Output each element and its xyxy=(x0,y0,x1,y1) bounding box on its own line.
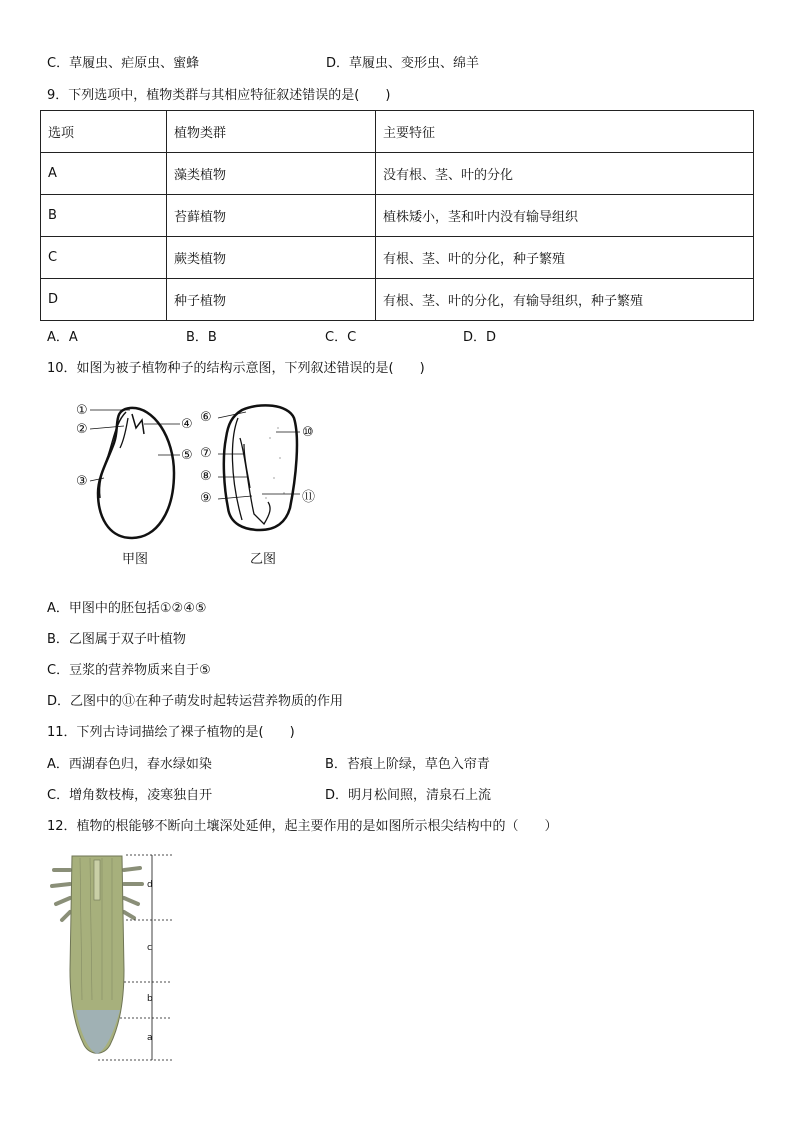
label-11: ⑪ xyxy=(302,490,316,505)
table-row xyxy=(41,237,754,279)
label-8: ⑧ xyxy=(200,469,212,484)
root-label-b: b xyxy=(147,994,153,1004)
label-1: ① xyxy=(76,403,88,418)
label-2: ② xyxy=(76,422,88,437)
q8-option-c: C．草履虫、疟原虫、蜜蜂 xyxy=(47,56,200,71)
bean-seed-figure xyxy=(68,398,198,548)
q12-stem: 12．植物的根能够不断向土壤深处延伸，起主要作用的是如图所示根尖结构中的（ ） xyxy=(47,819,558,834)
table-row xyxy=(41,153,754,195)
label-6: ⑥ xyxy=(200,410,212,425)
q9-table xyxy=(40,110,754,321)
label-3: ③ xyxy=(76,474,88,489)
table-cell: 种子植物 xyxy=(167,279,376,321)
table-header-row xyxy=(41,111,754,153)
q10-option-d: D．乙图中的⑪在种子萌发时起转运营养物质的作用 xyxy=(47,694,344,709)
table-header-cell: 植物类群 xyxy=(167,111,376,153)
root-label-c: c xyxy=(147,943,152,953)
table-cell: 有根、茎、叶的分化，种子繁殖 xyxy=(376,237,754,279)
q10-option-a: A．甲图中的胚包括①②④⑤ xyxy=(47,601,207,616)
q11-option-d: D．明月松间照，清泉石上流 xyxy=(325,788,492,803)
table-cell: 藻类植物 xyxy=(167,153,376,195)
q9-option-b: B．B xyxy=(186,330,217,345)
table-cell: B xyxy=(41,195,167,237)
root-tip-figure xyxy=(50,850,180,1065)
q10-stem: 10．如图为被子植物种子的结构示意图，下列叙述错误的是( ) xyxy=(47,361,425,376)
label-10: ⑩ xyxy=(302,425,314,440)
table-cell: C xyxy=(41,237,167,279)
q11-stem: 11．下列古诗词描绘了裸子植物的是( ) xyxy=(47,725,295,740)
q11-option-a: A．西湖春色归，春水绿如染 xyxy=(47,757,212,772)
table-cell: D xyxy=(41,279,167,321)
corn-seed-figure xyxy=(200,398,325,548)
table-cell: 蕨类植物 xyxy=(167,237,376,279)
table-header-cell: 主要特征 xyxy=(376,111,754,153)
label-9: ⑨ xyxy=(200,491,212,506)
q10-option-c: C．豆浆的营养物质来自于⑤ xyxy=(47,663,211,678)
table-header-cell: 选项 xyxy=(41,111,167,153)
root-label-a: a xyxy=(147,1033,153,1043)
q9-option-c: C．C xyxy=(325,330,357,345)
q9-option-d: D．D xyxy=(463,330,497,345)
label-5: ⑤ xyxy=(181,448,193,463)
q11-option-b: B．苔痕上阶绿，草色入帘青 xyxy=(325,757,490,772)
q8-option-d: D．草履虫、变形虫、绵羊 xyxy=(326,56,480,71)
table-cell: 有根、茎、叶的分化，有输导组织，种子繁殖 xyxy=(376,279,754,321)
caption-yi: 乙图 xyxy=(250,552,277,567)
label-4: ④ xyxy=(181,417,193,432)
label-7: ⑦ xyxy=(200,446,212,461)
table-cell: A xyxy=(41,153,167,195)
caption-jia: 甲图 xyxy=(122,552,149,567)
q9-stem: 9．下列选项中，植物类群与其相应特征叙述错误的是( ) xyxy=(47,88,391,103)
table-row xyxy=(41,195,754,237)
q10-option-b: B．乙图属于双子叶植物 xyxy=(47,632,186,647)
table-row xyxy=(41,279,754,321)
root-label-d: d xyxy=(147,880,153,890)
table-cell: 植株矮小，茎和叶内没有输导组织 xyxy=(376,195,754,237)
q11-option-c: C．增角数枝梅，凌寒独自开 xyxy=(47,788,213,803)
table-cell: 没有根、茎、叶的分化 xyxy=(376,153,754,195)
table-cell: 苔藓植物 xyxy=(167,195,376,237)
q9-option-a: A．A xyxy=(47,330,78,345)
